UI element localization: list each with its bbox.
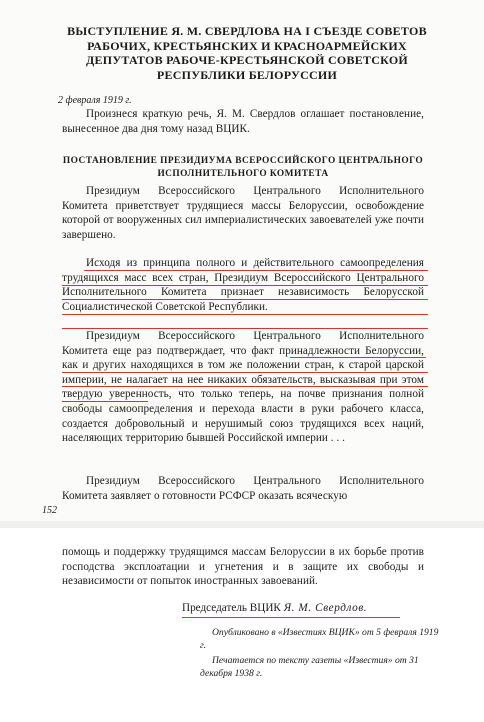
publication-note: Опубликовано в «Известиях ВЦИК» от 5 февраля 1919 г. xyxy=(200,627,439,651)
paragraph-3: Президиум Всероссийского Центрального Исполнительного Комитета еще раз подтверждает, что факт принадлежности Белоруссии, как и других находящихся в том же положении стран, к старой царской империи, не налагает на нее никаких обязательств, высказывая при этом твердую уверенность, что только теперь, на почве признания полной свободы самоопределения и перехода власти в руки рабочего класса, создается добровольный и нерушимый союз трудящихся всех наций, населяющих территорию бывшей Российской империи . . . xyxy=(62,330,424,445)
page-divider xyxy=(0,521,484,528)
continuation-paragraph: помощь и поддержку трудящимся массам Белоруссии в их борьбе против господства эксплоатации и угнетения и в защите их свободы и независимости от попыток иностранных завоеваний. xyxy=(62,546,424,588)
paragraph-4: Президиум Всероссийского Центрального Исполнительного Комитета заявляет о готовности РСФСР оказать всяческую xyxy=(62,475,424,502)
page-number: 152 xyxy=(42,505,57,516)
signature xyxy=(182,602,367,614)
document-date: 2 февраля 1919 г. xyxy=(58,95,132,106)
signature-label: Председатель ВЦИК xyxy=(182,602,281,614)
paragraph-2: Исходя из принципа полного и действительного самоопределения трудящихся масс всех стран, Президиум Всероссийского Центрального Исполнительного Комитета признает независимость Белорусской Социалистической Советской Республики. xyxy=(62,257,424,313)
intro-paragraph: Произнеся краткую речь, Я. М. Свердлов оглашает постановление, вынесенное два дня тому назад ВЦИК. xyxy=(62,108,424,135)
document-title: ВЫСТУПЛЕНИЕ Я. М. СВЕРДЛОВА НА I СЪЕЗДЕ СОВЕТОВ РАБОЧИХ, КРЕСТЬЯНСКИХ И КРАСНОАРМЕЙСКИХ ДЕПУТАТОВ РАБОЧЕ-КРЕСТЬЯНСКОЙ СОВЕТСКОЙ РЕСПУБЛИКИ БЕЛОРУССИИ xyxy=(67,24,427,82)
source-note: Печатается по тексту газеты «Известия» от 31 декабря 1938 г. xyxy=(200,655,419,679)
decree-heading: ПОСТАНОВЛЕНИЕ ПРЕЗИДИУМА ВСЕРОССИЙСКОГО ЦЕНТРАЛЬНОГО ИСПОЛНИТЕЛЬНОГО КОМИТЕТА xyxy=(62,156,424,179)
paragraph-1: Президиум Всероссийского Центрального Исполнительного Комитета приветствует трудящиеся массы Белоруссии, освобождение которой от вооруженных сил империалистических завоевателей уже почти завершено. xyxy=(62,185,424,241)
signature-name: Я. М. Свердлов. xyxy=(283,602,368,614)
